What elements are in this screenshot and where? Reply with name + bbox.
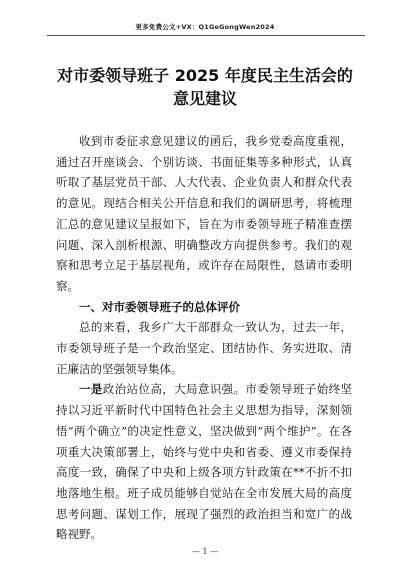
header-note: 更多免费公文+VX：Q1GeGongWen2024	[135, 23, 275, 31]
document-title-line-2: 意见建议	[172, 89, 237, 108]
page-number: — 1 —	[191, 547, 219, 556]
document-title	[40, 64, 370, 110]
section-heading-1: 一、对市委领导班子的总体评价	[79, 299, 240, 314]
point-one-paragraph	[56, 379, 352, 545]
overall-evaluation-paragraph: 总的来看，我乡广大干部群众一致认为，过去一年，市委领导班子是一个政治坚定、团结协作、务实进取、清正廉洁的坚强领导集体。	[56, 320, 352, 376]
document-body	[56, 131, 352, 545]
point-one-lead: 一是	[79, 382, 103, 397]
document-title-line-1: 对市委领导班子 2025 年度民主生活会的	[57, 66, 353, 85]
point-one-text: 政治站位高，大局意识强。市委领导班子始终坚持以习近平新时代中国特色社会主义思想为指导，深刻领悟“两个确立”的决定性意义，坚决做到“两个维护”。在各项重大决策部署上，始终与党中央和省委、遵义市委保持高度一致，确保了中央和上级各项方针政策在**不折不扣地落地生根。班子成员能够自觉站在全市发展大局的高度思考问题、谋划工作，展现了强烈的政治担当和宽广的战略视野。	[56, 382, 353, 542]
header-divider	[47, 35, 365, 36]
intro-paragraph: 收到市委征求意见建议的函后，我乡党委高度重视，通过召开座谈会、个别访谈、书面征集等多种形式，认真听取了基层党员干部、人大代表、企业负责人和群众代表的意见。现结合相关公开信息和我们的调研思考，将梳理汇总的意见建议呈报如下，旨在为市委领导班子精准查摆问题、深入剖析根源、明确整改方向提供参考。我们的观察和思考立足于基层视角，或许存在局限性，恳请市委明察。	[56, 134, 352, 293]
